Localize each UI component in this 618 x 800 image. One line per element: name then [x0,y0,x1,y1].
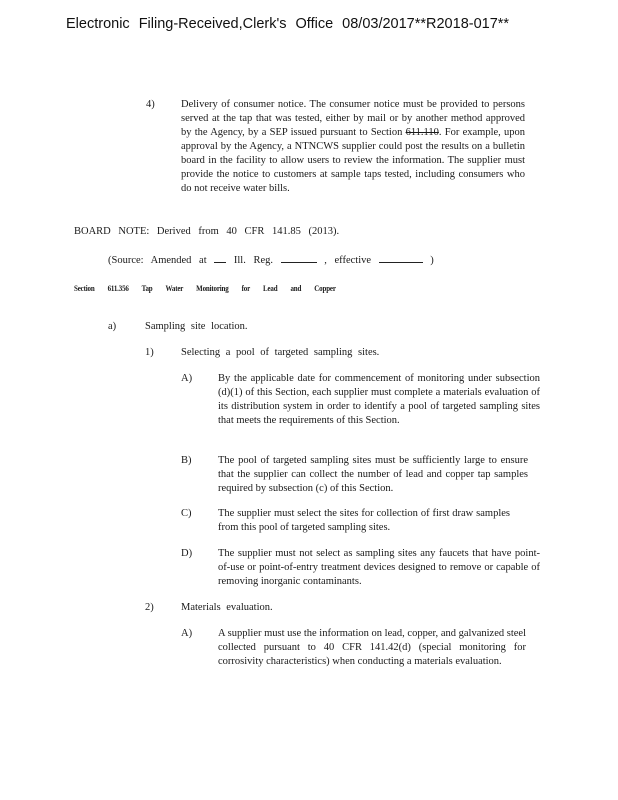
item-4-paragraph [181,98,525,196]
subsection-a-title: Sampling site location. [145,321,248,332]
item-2-label: 2) [145,602,154,613]
item-2-title: Materials evaluation. [181,602,273,613]
subsection-a-label: a) [108,321,117,332]
item-4-text-after: . For example, upon approval by the Agency, a NTNCWS supplier could post the results on a bulletin board in the facility to allow users to review the information. The supplier must provide the notice to customers at sample taps tested, including consumers who do not receive water bills. [181,127,526,194]
para-b-text: The pool of targeted sampling sites must be sufficiently large to ensure that the supplier can collect the number of lead and copper tap samples required by subsection (c) of this Section. [218,455,528,494]
para-d-text: The supplier must not select as sampling sites any faucets that have point-of-use or point-of-entry treatment devices designed to remove or capable of removing inorganic contaminants. [218,548,540,587]
section-heading: Section 611.356 Tap Water Monitoring for Lead and Copper [74,283,336,293]
item-4-text-before: Delivery of consumer notice. The consumer notice must be provided to persons served at the tap that was tested, either by mail or by another method approved by the Agency, by a SEP issued pursuant to Section [181,99,525,138]
source-reg: Ill. Reg. [233,255,274,266]
para-c-text: The supplier must select the sites for collection of first draw samples from this pool of targeted sampling sites. [218,508,510,533]
para-a2-label: A) [181,628,193,639]
item-4-struck-text: 611.110 [405,127,439,138]
source-prefix: (Source: Amended at [108,255,207,266]
para-a1-label: A) [181,373,193,384]
item-4-number: 4) [146,99,155,110]
item-1-label: 1) [145,347,154,358]
para-b-label: B) [181,455,192,466]
date-blank [379,252,423,263]
board-note: BOARD NOTE: Derived from 40 CFR 141.85 (2013). [74,226,340,237]
item-1-title: Selecting a pool of targeted sampling sites. [181,347,380,358]
para-a2-text: A supplier must use the information on lead, copper, and galvanized steel collected pursuant to 40 CFR 141.42(d) (special monitoring for corrosivity characteristics) when conducting a materials evaluation. [218,628,526,667]
para-c-label: C) [181,508,192,519]
volume-blank [214,252,226,263]
source-line [108,252,434,268]
source-close: ) [430,255,434,266]
page-blank [281,252,317,263]
para-d-label: D) [181,548,193,559]
filing-stamp-header: Electronic Filing-Received,Clerk's Office 08/03/2017**R2018-017** [66,16,510,32]
para-a1-text: By the applicable date for commencement of monitoring under subsection (d)(1) of this Section, each supplier must complete a materials evaluation of its distribution system in order to identify a pool of targeted sampling sites that meets the requirements of this Section. [218,373,540,426]
source-effective: , effective [324,255,372,266]
